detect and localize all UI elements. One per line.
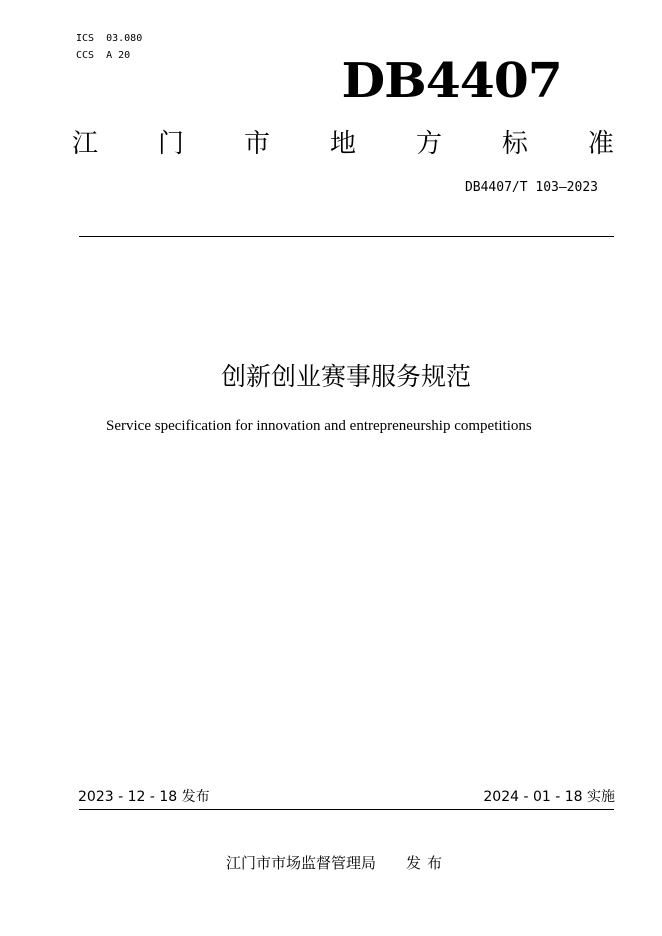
standard-type-char: 标 bbox=[501, 129, 528, 159]
standard-type-char: 江 bbox=[72, 129, 99, 159]
standard-type-char: 地 bbox=[329, 129, 356, 159]
document-title-chinese: 创新创业赛事服务规范 bbox=[220, 362, 471, 391]
standard-type-char: 方 bbox=[415, 129, 442, 159]
publisher-line bbox=[226, 852, 448, 874]
standard-type-char: 市 bbox=[243, 129, 270, 159]
standard-number: DB4407/T 103—2023 bbox=[464, 180, 598, 195]
bottom-divider bbox=[79, 809, 614, 810]
standard-type-char: 门 bbox=[157, 129, 184, 159]
standard-code-logo: DB4407 bbox=[341, 53, 562, 109]
implementation-date: 2024 - 01 - 18 实施 bbox=[483, 789, 615, 805]
issue-date: 2023 - 12 - 18 发布 bbox=[78, 789, 210, 805]
publisher-name: 江门市市场监督管理局 bbox=[226, 854, 377, 872]
ics-code: ICS 03.080 bbox=[76, 33, 143, 44]
standard-type-char: 准 bbox=[587, 129, 614, 159]
ccs-code: CCS A 20 bbox=[76, 50, 131, 61]
standard-type-title bbox=[72, 126, 614, 162]
document-title-english: Service specification for innovation and entrepreneurship competitions bbox=[106, 418, 532, 434]
top-divider bbox=[79, 236, 614, 237]
publish-label: 发布 bbox=[406, 854, 449, 872]
